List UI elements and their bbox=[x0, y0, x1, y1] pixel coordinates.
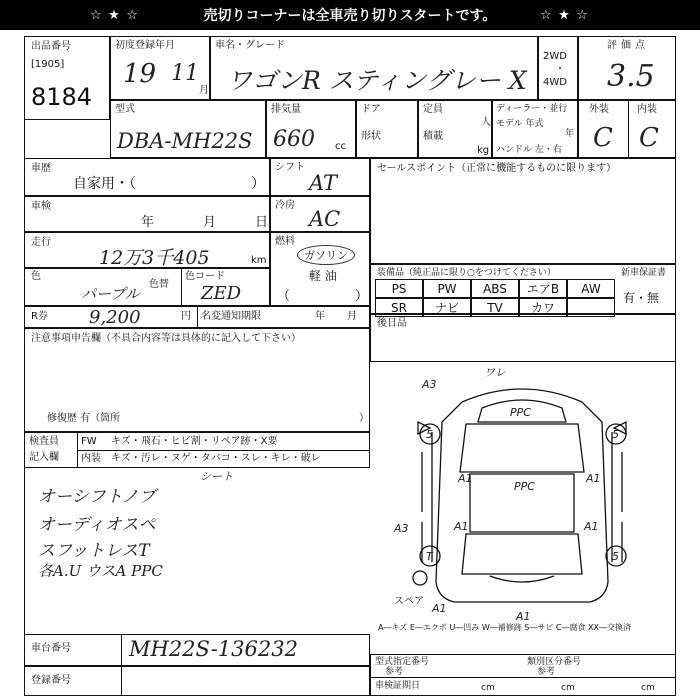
equip-pw: PW bbox=[423, 279, 471, 298]
door-box bbox=[356, 100, 418, 158]
load-label: 積載 bbox=[423, 131, 443, 142]
score-label: 評価点 bbox=[607, 40, 649, 51]
footer-hline bbox=[371, 677, 675, 678]
chassis-box bbox=[24, 634, 370, 666]
recycle-label: R券 bbox=[31, 311, 48, 322]
diag-label-15: A1 bbox=[432, 602, 447, 615]
mileage-value: 12万3千405 bbox=[99, 247, 210, 269]
capacity-unit: 人 bbox=[481, 117, 491, 128]
remark-3: スフットレスT bbox=[38, 541, 150, 561]
diag-label-2: A3 bbox=[422, 378, 437, 391]
diag-label-7: PPC bbox=[514, 480, 535, 493]
color-code-label: 色コード bbox=[185, 271, 225, 282]
diag-label-3: PPC bbox=[510, 406, 531, 419]
remark-1: オーシフトノブ bbox=[38, 487, 156, 507]
reg-divider bbox=[121, 667, 122, 695]
displacement-value: 660 bbox=[273, 127, 315, 152]
tailgate-line bbox=[490, 576, 554, 582]
diag-label-8: A1 bbox=[586, 472, 601, 485]
fuel-paren-close: ） bbox=[355, 289, 369, 304]
diag-label-9: A3 bbox=[394, 522, 409, 535]
banner-stars-right: ☆ ★ ☆ bbox=[540, 7, 590, 23]
type-number-label: 型式指定番号 bbox=[375, 657, 430, 667]
diagram-legend: A―キズ E―エクボ U―凹み W―補修跡 S―サビ C―腐食 XX―交換済 bbox=[378, 623, 632, 632]
history-paren: ） bbox=[251, 176, 265, 192]
load-unit: kg bbox=[477, 145, 490, 156]
banner-text: 売切りコーナーは全車売り切りスタートです。 bbox=[203, 8, 497, 24]
fuel-paren-open: （ bbox=[277, 289, 291, 304]
class-number-label: 類別区分番号 bbox=[527, 657, 582, 667]
diag-label-1: ワレ bbox=[484, 366, 506, 379]
fuel-box bbox=[270, 232, 370, 306]
notice-year: 年 bbox=[315, 311, 325, 322]
fuel-label: 燃料 bbox=[275, 236, 295, 247]
interior-label: 内装 bbox=[81, 453, 101, 464]
repaint-label: 色替 bbox=[149, 279, 169, 290]
drive-4wd: 4WD bbox=[543, 77, 567, 88]
interior-items: キズ・汚レ・ヌゲ・タバコ・スレ・キレ・破レ bbox=[111, 453, 321, 464]
fuel-diesel: 軽 油 bbox=[309, 269, 337, 283]
car-name-value: ワゴンR スティングレー X bbox=[227, 66, 527, 95]
equip-sr: SR bbox=[375, 298, 423, 317]
sales-point-box bbox=[370, 158, 676, 264]
aircon-value: AC bbox=[309, 207, 341, 231]
chassis-divider bbox=[121, 635, 122, 665]
equip-tv: TV bbox=[471, 298, 519, 317]
notice-label: 名変通知期限 bbox=[201, 311, 261, 322]
note-seat: シート bbox=[200, 470, 233, 483]
shift-box bbox=[270, 158, 370, 196]
top-banner bbox=[0, 0, 700, 30]
aircon-label: 冷房 bbox=[275, 200, 295, 211]
repair-label: 修復歴 有（箇所 bbox=[47, 413, 121, 424]
first-reg-month: 11 bbox=[171, 61, 199, 86]
door-label: ドア bbox=[361, 104, 381, 115]
displacement-label: 排気量 bbox=[271, 104, 301, 115]
score-value: 3.5 bbox=[607, 59, 655, 94]
model-year-label: モデル 年式 bbox=[496, 119, 544, 129]
shaken-year: 年 bbox=[141, 215, 155, 230]
diag-label-5: 5 bbox=[612, 428, 619, 441]
equipment-box bbox=[370, 264, 676, 314]
equip-aw: AW bbox=[567, 279, 615, 298]
displacement-unit: cc bbox=[335, 141, 346, 152]
lot-number: 8184 bbox=[31, 83, 93, 111]
cm-1: cm bbox=[481, 683, 495, 693]
diag-label-16: A1 bbox=[516, 610, 531, 623]
mileage-label: 走行 bbox=[31, 237, 51, 248]
equipment-label: 装備品（純正品に限り○をつけてください） bbox=[377, 268, 556, 278]
first-reg-box bbox=[110, 36, 210, 100]
color-divider bbox=[181, 269, 182, 305]
shaken-month: 月 bbox=[203, 215, 217, 230]
handle-label: ハンドル 左・右 bbox=[496, 145, 562, 155]
ref-1: 参考 bbox=[385, 667, 404, 677]
first-reg-label: 初度登録年月 bbox=[115, 40, 175, 51]
postscript-label: 後日品 bbox=[377, 318, 407, 329]
history-box bbox=[24, 158, 270, 196]
chassis-label: 車台番号 bbox=[31, 643, 71, 654]
warranty-label: 新車保証書 bbox=[621, 268, 667, 278]
recycle-divider bbox=[197, 307, 198, 327]
history-value: 自家用・（ bbox=[73, 176, 136, 192]
equip-leather: カワ bbox=[519, 298, 567, 317]
shaken-box bbox=[24, 196, 270, 232]
shaken-day: 日 bbox=[255, 215, 269, 230]
ext-label: 外装 bbox=[589, 104, 609, 115]
notice-month: 月 bbox=[347, 311, 357, 322]
displacement-box bbox=[266, 100, 356, 158]
banner-stars-left: ☆ ★ ☆ bbox=[90, 7, 140, 23]
model-box bbox=[110, 100, 266, 158]
windshield-outline bbox=[460, 424, 584, 472]
diag-label-4: 5 bbox=[426, 428, 433, 441]
shift-value: AT bbox=[309, 171, 338, 195]
mileage-box bbox=[24, 232, 270, 268]
drive-2wd: 2WD bbox=[543, 51, 567, 62]
drive-box bbox=[538, 36, 578, 100]
history-label: 車歴 bbox=[31, 163, 51, 174]
postscript-box bbox=[370, 314, 676, 362]
notes-label: 注意事項申告欄（不具合内容等は具体的に記入して下さい） bbox=[31, 333, 301, 344]
capacity-label: 定員 bbox=[423, 104, 443, 115]
footer-form-box bbox=[370, 654, 676, 696]
score-box bbox=[578, 36, 676, 100]
model-label: 型式 bbox=[115, 104, 135, 115]
model-year-unit: 年 bbox=[565, 129, 575, 139]
notes-box bbox=[24, 328, 370, 432]
model-value: DBA-MH22S bbox=[117, 129, 253, 153]
ext-value: C bbox=[593, 123, 613, 153]
ref-2: 参考 bbox=[537, 667, 556, 677]
cm-2: cm bbox=[561, 683, 575, 693]
int-value: C bbox=[639, 123, 659, 153]
drive-dot: ・ bbox=[555, 64, 565, 75]
recycle-unit: 円 bbox=[181, 311, 191, 322]
car-name-label: 車名・グレード bbox=[215, 40, 285, 51]
diag-label-14: スペア bbox=[394, 596, 424, 607]
aircon-box bbox=[270, 196, 370, 232]
equip-ps: PS bbox=[375, 279, 423, 298]
inspector-label-2: 記入欄 bbox=[29, 452, 59, 463]
fw-items: キズ・飛石・ヒビ割・リペア跡・X要 bbox=[111, 436, 278, 447]
color-label: 色 bbox=[31, 271, 41, 282]
chassis-value: MH22S-136232 bbox=[129, 637, 298, 661]
reg-number-box bbox=[24, 666, 370, 696]
reg-date-label: 車検証期日 bbox=[375, 681, 421, 691]
remark-2: オーディオスペ bbox=[38, 515, 156, 535]
equip-navi: ナビ bbox=[423, 298, 471, 317]
recycle-value: 9,200 bbox=[89, 307, 141, 328]
color-code-value: ZED bbox=[201, 283, 242, 304]
diag-label-11: A1 bbox=[584, 520, 599, 533]
ext-int-box bbox=[578, 100, 676, 158]
warranty-value: 有・無 bbox=[623, 291, 660, 305]
car-name-box bbox=[210, 36, 538, 100]
mileage-unit: km bbox=[251, 255, 267, 266]
capacity-box bbox=[418, 100, 492, 158]
equip-airbag: エアB bbox=[519, 279, 567, 298]
shaken-label: 車検 bbox=[31, 201, 51, 212]
fuel-gasoline: ガソリン bbox=[297, 245, 355, 265]
rear-window-outline bbox=[462, 534, 582, 574]
ext-int-divider bbox=[628, 101, 629, 157]
fw-label: FW bbox=[81, 436, 97, 447]
reg-number-label: 登録番号 bbox=[31, 675, 71, 686]
int-label: 内装 bbox=[637, 104, 657, 115]
cm-3: cm bbox=[641, 683, 655, 693]
lot-label: 出品番号 bbox=[31, 41, 71, 52]
diag-label-13: 5 bbox=[612, 550, 619, 563]
first-reg-month-unit: 月 bbox=[199, 85, 209, 96]
inspector-box bbox=[24, 432, 370, 468]
first-reg-year: 19 bbox=[123, 59, 157, 89]
remark-4: 各A.U ウスA PPC bbox=[38, 562, 163, 580]
repair-close: ） bbox=[359, 413, 369, 424]
color-box bbox=[24, 268, 270, 306]
diag-label-12: T bbox=[426, 550, 433, 563]
inspector-hline bbox=[77, 450, 369, 451]
spare-tire bbox=[413, 571, 427, 585]
sales-point-label: セールスポイント（正常に機能するものに限ります） bbox=[377, 163, 617, 174]
diag-label-10: A1 bbox=[454, 520, 469, 533]
color-value: パープル bbox=[81, 285, 140, 303]
equipment-grid bbox=[375, 279, 615, 315]
inspector-label-1: 検査員 bbox=[29, 436, 59, 447]
shift-label: シフト bbox=[275, 162, 305, 173]
car-diagram bbox=[370, 362, 676, 624]
recycle-box bbox=[24, 306, 370, 328]
dealer-box bbox=[492, 100, 578, 158]
lot-code: [1905] bbox=[31, 59, 65, 70]
dealer-label: ディーラー・並行 bbox=[496, 104, 568, 114]
lot-box bbox=[24, 36, 110, 120]
diag-label-6: A1 bbox=[458, 472, 473, 485]
equip-abs: ABS bbox=[471, 279, 519, 298]
door-shape-label: 形状 bbox=[361, 131, 381, 142]
